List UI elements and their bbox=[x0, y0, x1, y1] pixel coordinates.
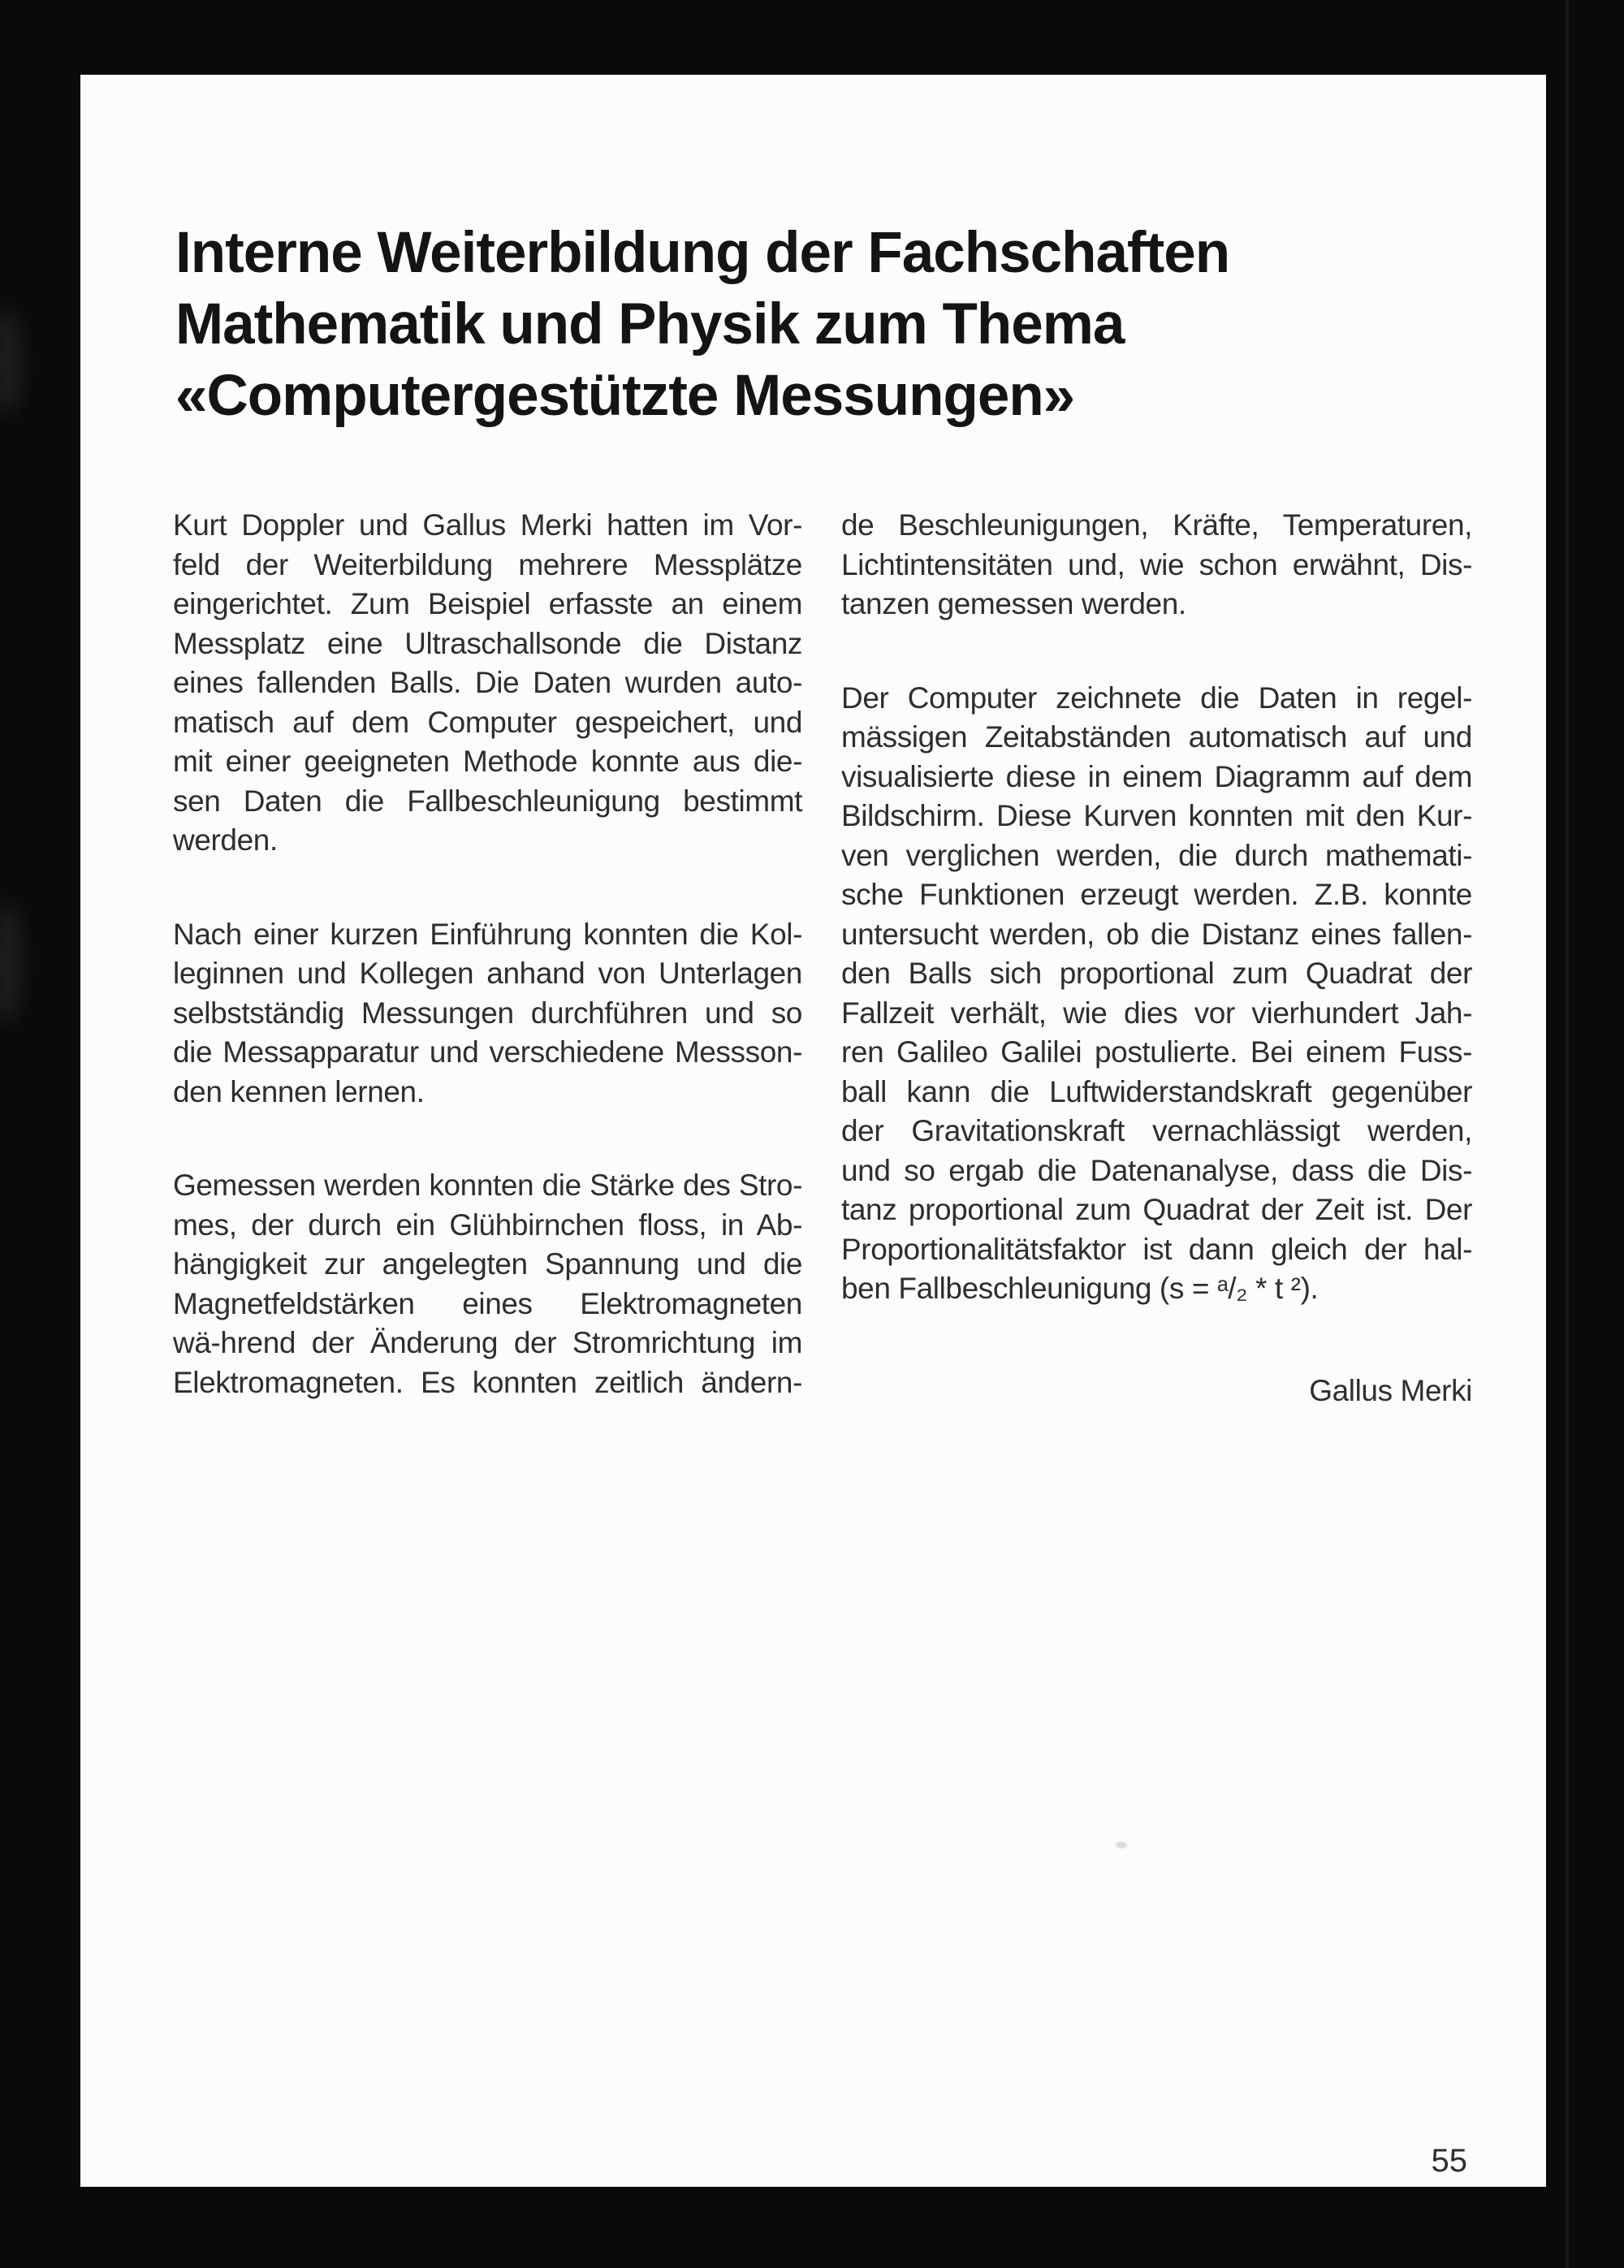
text-line: Der Computer zeichnete die Daten in regel- bbox=[841, 680, 1472, 715]
text-line: leginnen und Kollegen anhand von Unterlagen bbox=[173, 957, 802, 990]
page-title-line: Interne Weiterbildung der Fachschaften bbox=[175, 221, 1230, 285]
text-line: Nach einer kurzen Einführung konnten die Kol- bbox=[173, 917, 802, 951]
page-title-line: Mathematik und Physik zum Thema bbox=[175, 292, 1125, 356]
text-line: mes, der durch ein Glühbirnchen floss, in Ab- bbox=[173, 1207, 802, 1242]
text-line: mit einer geeigneten Methode konnte aus die- bbox=[173, 745, 802, 778]
text-line: Fallzeit verhält, wie dies vor vierhundert Jah- bbox=[841, 996, 1472, 1030]
column-left bbox=[173, 506, 802, 1457]
scan-artifact-smudge bbox=[0, 901, 21, 1023]
text-line: visualisierte diese in einem Diagramm auf dem bbox=[841, 759, 1472, 793]
text-line: Magnetfeldstärken eines Elektromagneten bbox=[173, 1286, 802, 1320]
text-line: sen Daten die Fallbeschleunigung bestimmt bbox=[173, 784, 802, 818]
paragraph bbox=[173, 1166, 802, 1402]
paragraph bbox=[841, 679, 1472, 1309]
text-line: den kennen lernen. bbox=[173, 1074, 425, 1108]
scan-artifact-smudge bbox=[0, 309, 21, 414]
page-title bbox=[175, 218, 1229, 432]
text-line: Bildschirm. Diese Kurven konnten mit den Kur- bbox=[841, 799, 1472, 832]
book-edge-line bbox=[1566, 0, 1569, 2268]
text-line: eines fallenden Balls. Die Daten wurden auto- bbox=[173, 666, 802, 699]
text-line: eingerichtet. Zum Beispiel erfasste an einem bbox=[173, 587, 802, 620]
page-title-line: «Computergestützte Messungen» bbox=[175, 364, 1075, 428]
column-left-paragraphs bbox=[173, 506, 802, 1402]
page-number: 55 bbox=[1431, 2143, 1467, 2179]
text-line: feld der Weiterbildung mehrere Messplätze bbox=[173, 547, 802, 581]
text-line: Proportionalitätsfaktor ist dann gleich der hal- bbox=[841, 1232, 1472, 1266]
text-line: matisch auf dem Computer gespeichert, und bbox=[173, 705, 802, 739]
text-line: ben Fallbeschleunigung (s = ᵃ/₂ * t ²). bbox=[841, 1272, 1319, 1305]
text-line: Elektromagneten. Es konnten zeitlich ändern- bbox=[173, 1365, 802, 1399]
text-line: tanz proportional zum Quadrat der Zeit ist. Der bbox=[841, 1193, 1472, 1226]
text-line: Kurt Doppler und Gallus Merki hatten im Vor- bbox=[173, 508, 802, 542]
text-line: der Gravitationskraft vernachlässigt werden, bbox=[841, 1114, 1472, 1147]
text-line: de Beschleunigungen, Kräfte, Temperaturen, bbox=[841, 508, 1472, 542]
text-line: den Balls sich proportional zum Quadrat der bbox=[841, 957, 1472, 990]
paragraph bbox=[841, 506, 1472, 624]
text-line: selbstständig Messungen durchführen und so bbox=[173, 996, 802, 1030]
text-line: sche Funktionen erzeugt werden. Z.B. konnte bbox=[841, 878, 1472, 911]
paragraph bbox=[173, 915, 802, 1112]
paragraph bbox=[173, 506, 802, 861]
text-line: Lichtintensitäten und, wie schon erwähnt, Dis- bbox=[841, 547, 1472, 581]
author-signature: Gallus Merki bbox=[1309, 1373, 1472, 1407]
text-line: und so ergab die Datenanalyse, dass die Dis- bbox=[841, 1153, 1472, 1187]
column-right-paragraphs bbox=[841, 506, 1472, 1309]
text-line: Gemessen werden konnten die Stärke des Stro- bbox=[173, 1169, 802, 1202]
text-line: ren Galileo Galilei postulierte. Bei einem Fuss- bbox=[841, 1035, 1472, 1069]
text-line: ball kann die Luftwiderstandskraft gegenüber bbox=[841, 1074, 1472, 1108]
text-line: hängigkeit zur angelegten Spannung und die bbox=[173, 1247, 802, 1281]
text-line: wä-hrend der Änderung der Stromrichtung im bbox=[173, 1326, 802, 1359]
text-line: die Messapparatur und verschiedene Messson- bbox=[173, 1035, 802, 1069]
text-line: Messplatz eine Ultraschallsonde die Distanz bbox=[173, 626, 802, 660]
document-page bbox=[80, 75, 1546, 2187]
scan-artifact-speck bbox=[1116, 1842, 1127, 1848]
text-line: tanzen gemessen werden. bbox=[841, 587, 1186, 620]
text-line: untersucht werden, ob die Distanz eines fallen- bbox=[841, 917, 1472, 951]
column-right bbox=[841, 506, 1472, 1410]
text-line: ven verglichen werden, die durch mathemati- bbox=[841, 838, 1472, 872]
text-line: werden. bbox=[173, 823, 278, 857]
text-line: mässigen Zeitabständen automatisch auf und bbox=[841, 720, 1472, 754]
